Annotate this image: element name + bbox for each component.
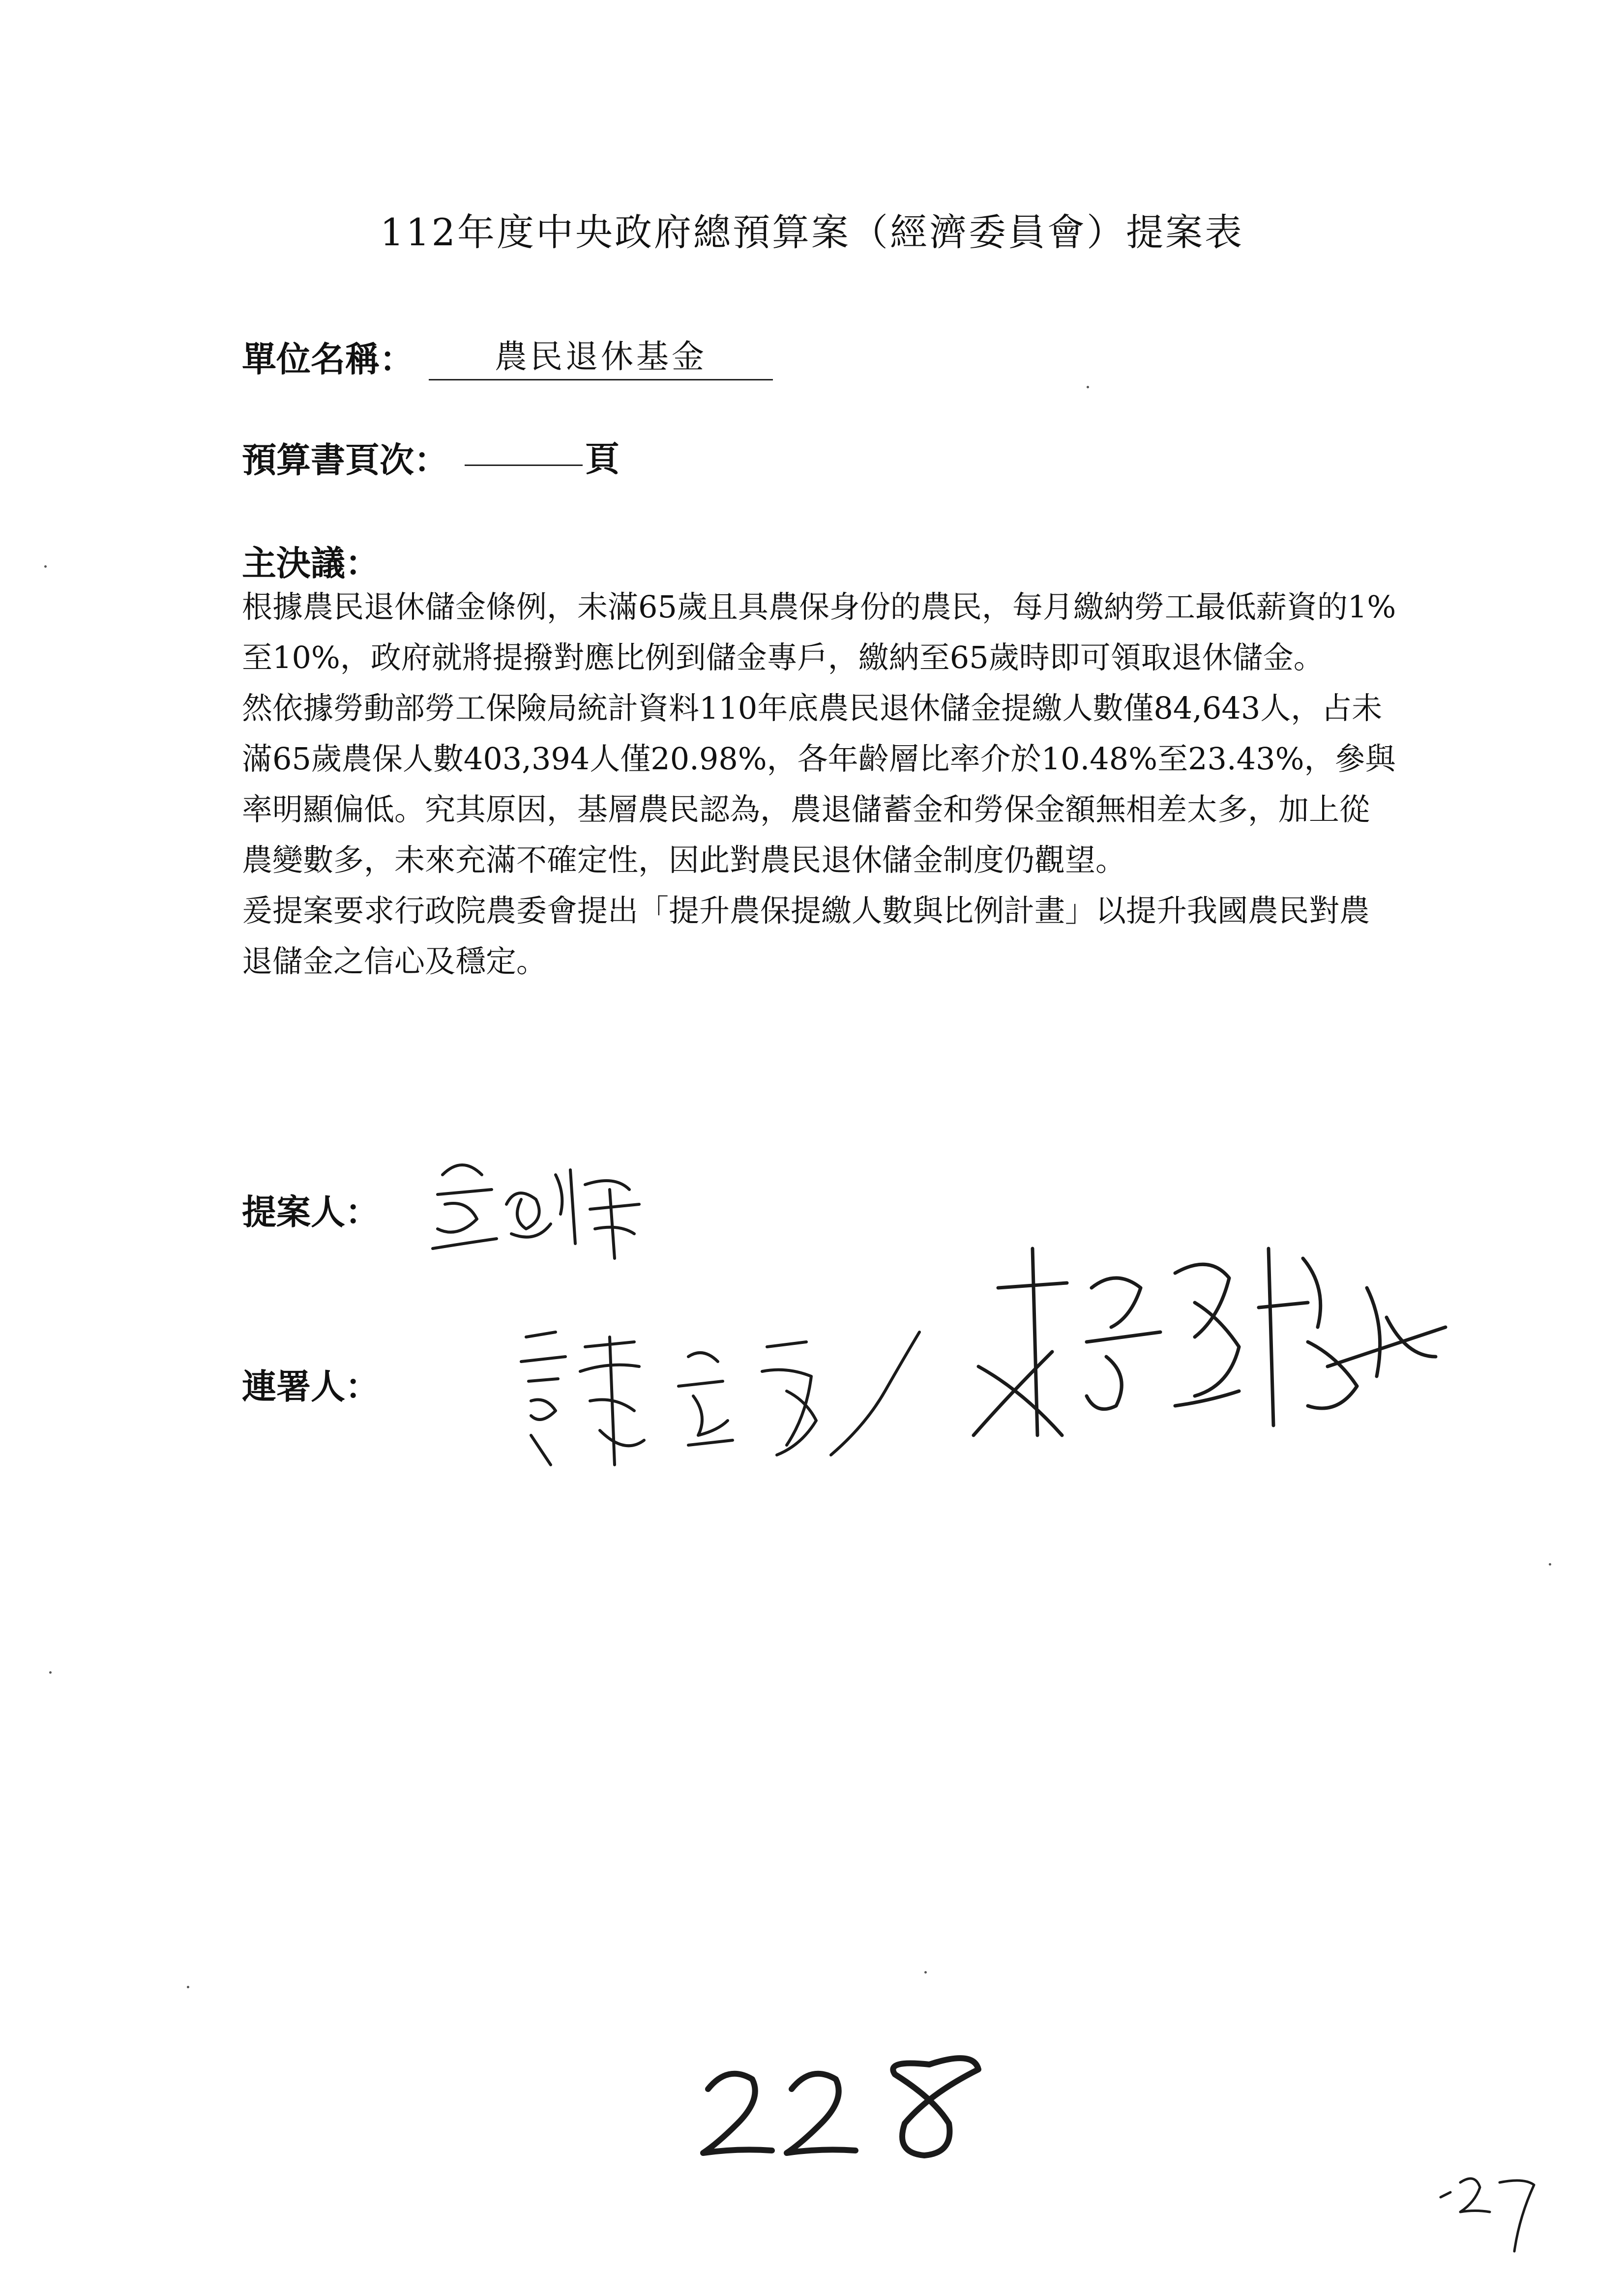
motion-paragraph: 然依據勞動部勞工保險局統計資料110年底農民退休儲金提繳人數僅84,643人，占未滿65歲農保人數403,394人僅20.98%，各年齡層比率介於10.48%至23.43%，參與率明顯偏低。究其原因，基層農民認為，農退儲蓄金和勞保金額無相差太多，加上從農變數多，未來充滿不確定性，因此對農民退休儲金制度仍觀望。 [242,690,1396,878]
motion-paragraph: 根據農民退休儲金條例，未滿65歲且具農保身份的農民，每月繳納勞工最低薪資的1%至10%，政府就將提撥對應比例到儲金專戶，繳納至65歲時即可領取退休儲金。 [242,589,1396,675]
scan-speck [924,1971,927,1974]
proposer-signature [423,1145,659,1268]
scan-speck [1087,386,1089,388]
budget-page-label: 預算書頁次： [242,439,448,480]
proposer-label: 提案人： [242,1192,380,1232]
scan-speck [44,565,47,568]
scan-speck [1549,1563,1551,1566]
document-title: 112年度中央政府總預算案（經濟委員會）提案表 [380,210,1244,254]
handwritten-corner-number [1431,2163,1549,2261]
cosigner-label: 連署人： [242,1366,380,1407]
cosigner-signature-1 [511,1317,964,1480]
unit-name-value: 農民退休基金 [429,330,773,380]
cosigner-signature-2 [964,1229,1455,1455]
handwritten-page-number [698,2050,993,2168]
budget-page-suffix: 頁 [585,438,620,479]
motion-body [242,581,1397,987]
scan-speck [187,1986,189,1988]
scan-speck [49,1671,52,1674]
budget-page-blank [465,465,583,466]
motion-paragraph: 爰提案要求行政院農委會提出「提升農保提繳人數與比例計畫」以提升我國農民對農退儲金之信心及穩定。 [242,893,1370,979]
unit-name-label: 單位名稱： [242,339,414,379]
motion-heading: 主決議： [242,543,380,583]
